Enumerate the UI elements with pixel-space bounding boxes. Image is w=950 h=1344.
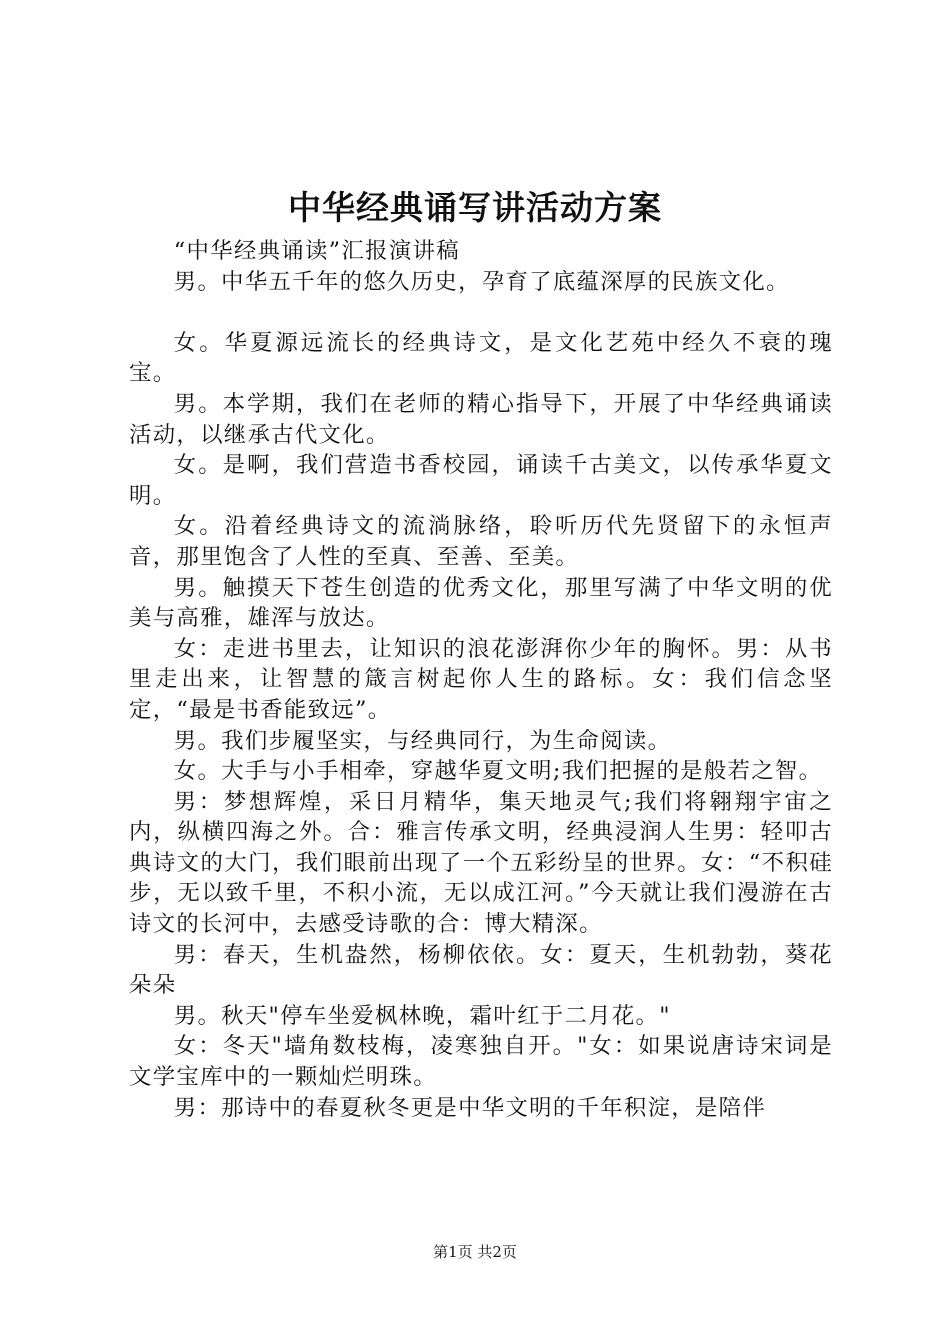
paragraph: 男。我们步履坚实，与经典同行，为生命阅读。 <box>173 727 672 754</box>
paragraph: 男。秋天"停车坐爱枫林晚，霜叶红于二月花。" <box>173 1002 671 1029</box>
paragraph: 女。大手与小手相牵，穿越华夏文明;我们把握的是般若之智。 <box>173 758 823 785</box>
paragraph: 男：梦想辉煌，采日月精华，集天地灵气;我们将翱翔宇宙之内，纵横四海之外。合：雅言传承文明，经典浸润人生男：轻叩古典诗文的大门，我们眼前出现了一个五彩纷呈的世界。女：“不积硅步，无以致千里，不积小流，无以成江河。”今天就让我们漫游在古诗文的长河中，去感受诗歌的合：博大精深。 <box>129 788 833 938</box>
paragraph: 女。华夏源远流长的经典诗文，是文化艺苑中经久不衰的瑰宝。 <box>129 329 833 387</box>
page-title: 中华经典诵写讲活动方案 <box>288 188 662 227</box>
paragraph: 男：春天，生机盎然，杨柳依依。女：夏天，生机勃勃，葵花朵朵 <box>129 941 833 999</box>
page-number: 第1页 共2页 <box>433 1243 517 1261</box>
document-body <box>129 236 833 1123</box>
paragraph: 女：走进书里去，让知识的浪花澎湃你少年的胸怀。男：从书里走出来，让智慧的箴言树起你人生的路标。女：我们信念坚定，“最是书香能致远”。 <box>129 635 833 723</box>
paragraph: 男：那诗中的春夏秋冬更是中华文明的千年积淀，是陪伴 <box>173 1094 767 1121</box>
paragraph: 女。沿着经典诗文的流淌脉络，聆听历代先贤留下的永恒声音，那里饱含了人性的至真、至善、至美。 <box>129 513 833 570</box>
paragraph-subtitle: “中华经典诵读”汇报演讲稿 <box>173 238 460 264</box>
paragraph: 男。触摸天下苍生创造的优秀文化，那里写满了中华文明的优美与高雅，雄浑与放达。 <box>129 574 833 632</box>
paragraph: 男。中华五千年的悠久历史，孕育了底蕴深厚的民族文化。 <box>173 268 790 295</box>
paragraph: 男。本学期，我们在老师的精心指导下，开展了中华经典诵读活动，以继承古代文化。 <box>129 390 833 448</box>
paragraph: 女：冬天"墙角数枝梅，凌寒独自开。"女：如果说唐诗宋词是文学宝库中的一颗灿烂明珠。 <box>129 1033 833 1091</box>
paragraph: 女。是啊，我们营造书香校园，诵读千古美文，以传承华夏文明。 <box>129 452 833 509</box>
